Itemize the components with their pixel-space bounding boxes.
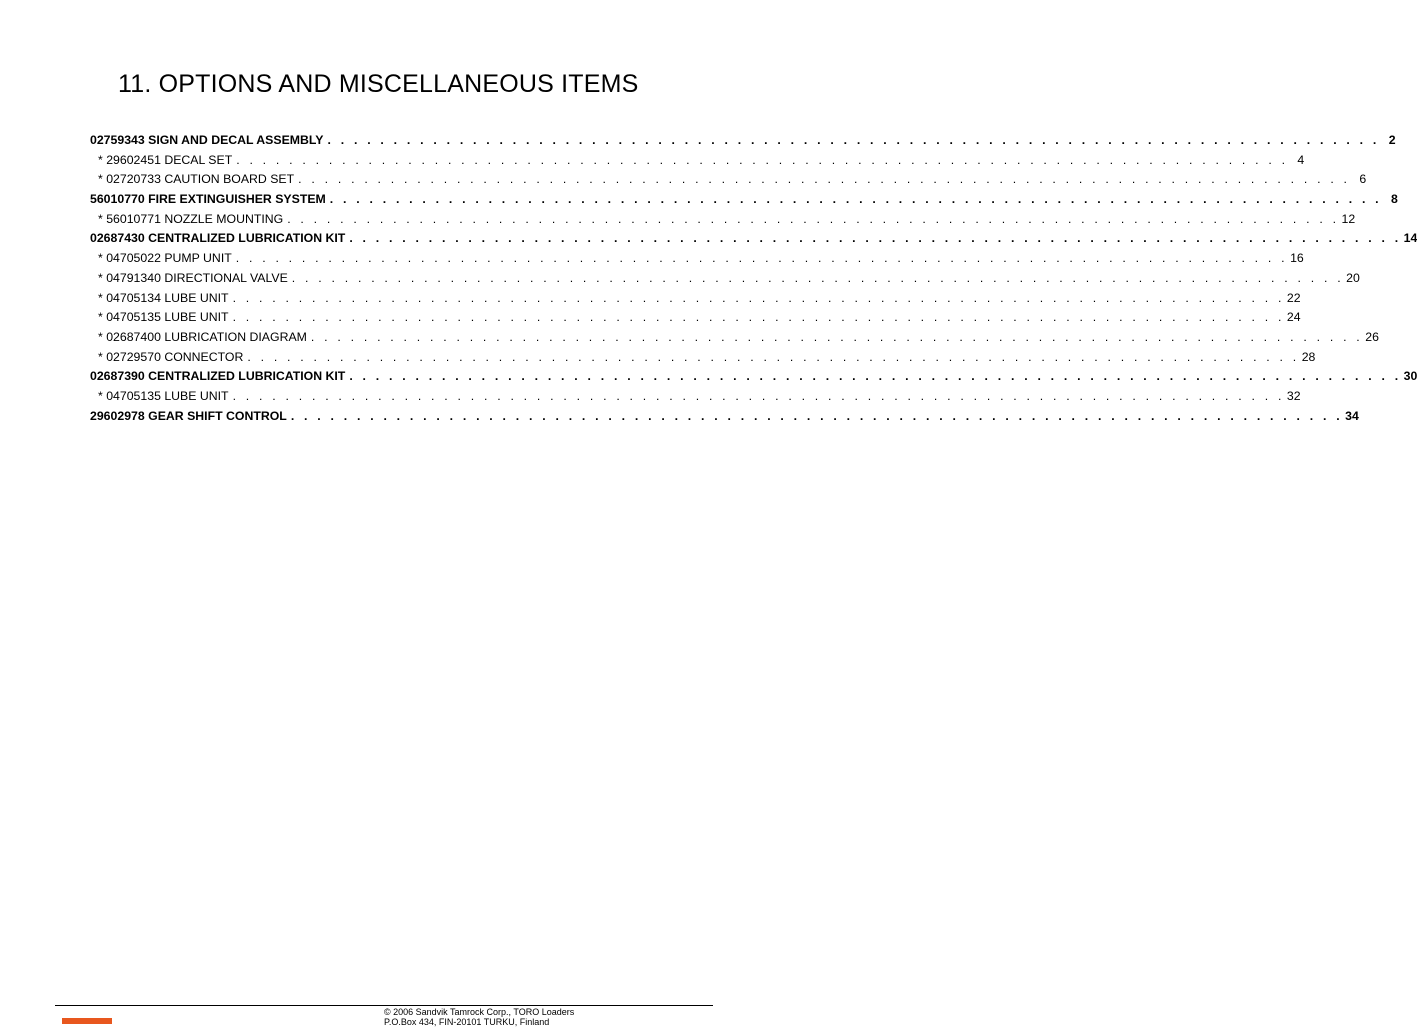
toc-entry-label: * 04791340 DIRECTIONAL VALVE (98, 270, 288, 285)
toc-page-number: 14 (1403, 231, 1417, 246)
toc-leader-dots: . . . . . . . . . . . . . . . . . . . . . . . . . . . . . . . . . . . . . . . . . . . . . . . . . . . . . . . . . . . . . . . . . . . . . . . . . . . . . . . . (247, 349, 1300, 364)
toc-leader-dots: . . . . . . . . . . . . . . . . . . . . . . . . . . . . . . . . . . . . . . . . . . . . . . . . . . . . . . . . . . . . . . . . . . . . . . . . . . . . . . . . (287, 211, 1340, 226)
toc-page-number: 34 (1345, 408, 1359, 423)
toc-entry-label: * 02687400 LUBRICATION DIAGRAM (98, 329, 307, 344)
toc-leader-dots: . . . . . . . . . . . . . . . . . . . . . . . . . . . . . . . . . . . . . . . . . . . . . . . . . . . . . . . . . . . . . . . . . . . . . . . . . . . . . . . . (310, 329, 1363, 344)
toc-leader-dots: . . . . . . . . . . . . . . . . . . . . . . . . . . . . . . . . . . . . . . . . . . . . . . . . . . . . . . . . . . . . . . . . . . . . . . . . . . . . . . . . (290, 408, 1343, 423)
toc-entry-label: * 04705022 PUMP UNIT (98, 251, 232, 266)
toc-entry-label: 29602978 GEAR SHIFT CONTROL (90, 408, 287, 423)
toc-leader-dots: . . . . . . . . . . . . . . . . . . . . . . . . . . . . . . . . . . . . . . . . . . . . . . . . . . . . . . . . . . . . . . . . . . . . . . . . . . . . . . . . (291, 270, 1344, 285)
toc-page-number: 24 (1286, 310, 1301, 325)
toc-entry[interactable] (90, 348, 1316, 368)
toc-page-number: 2 (1388, 133, 1396, 147)
toc-page-number: 8 (1390, 192, 1398, 207)
sandvik-logo-bar (62, 1018, 112, 1024)
footer-copyright (384, 1007, 574, 1027)
toc-entry-label: * 02729570 CONNECTOR (98, 349, 244, 364)
footer-divider (55, 1005, 713, 1006)
toc-page-number: 20 (1346, 270, 1360, 285)
toc-entry-label: * 04705135 LUBE UNIT (98, 388, 229, 403)
toc-entry[interactable] (90, 289, 1301, 309)
toc-entry-label: * 04705135 LUBE UNIT (98, 310, 229, 325)
toc-leader-dots: . . . . . . . . . . . . . . . . . . . . . . . . . . . . . . . . . . . . . . . . . . . . . . . . . . . . . . . . . . . . . . . . . . . . . . . . . . . . . . . . (232, 310, 1285, 325)
toc-entry[interactable] (90, 387, 1301, 407)
toc-entry-label: * 02720733 CAUTION BOARD SET (98, 172, 295, 187)
toc-page-number: 6 (1359, 172, 1367, 187)
toc-entry[interactable] (90, 151, 1305, 171)
toc-entry[interactable] (90, 328, 1379, 348)
toc-leader-dots: . . . . . . . . . . . . . . . . . . . . . . . . . . . . . . . . . . . . . . . . . . . . . . . . . . . . . . . . . . . . . . . . . . . . . . . . . . . . . . . . (349, 231, 1402, 246)
toc-entry-label: 02687390 CENTRALIZED LUBRICATION KIT (90, 369, 346, 384)
toc-entry[interactable] (90, 367, 1417, 387)
footer-line-1: © 2006 Sandvik Tamrock Corp., TORO Loaders (384, 1007, 575, 1017)
toc-leader-dots: . . . . . . . . . . . . . . . . . . . . . . . . . . . . . . . . . . . . . . . . . . . . . . . . . . . . . . . . . . . . . . . . . . . . . . . . . . . . . . . . (298, 172, 1351, 187)
toc-entry-label: 02687430 CENTRALIZED LUBRICATION KIT (90, 231, 346, 246)
toc-entry[interactable] (90, 170, 1367, 190)
toc-page-number: 4 (1297, 152, 1305, 167)
toc-entry[interactable] (90, 249, 1304, 269)
toc-entry[interactable] (90, 308, 1301, 328)
table-of-contents (90, 131, 1417, 426)
toc-leader-dots: . . . . . . . . . . . . . . . . . . . . . . . . . . . . . . . . . . . . . . . . . . . . . . . . . . . . . . . . . . . . . . . . . . . . . . . . . . . . . . . . (232, 388, 1285, 403)
toc-page-number: 28 (1301, 349, 1316, 364)
toc-leader-dots: . . . . . . . . . . . . . . . . . . . . . . . . . . . . . . . . . . . . . . . . . . . . . . . . . . . . . . . . . . . . . . . . . . . . . . . . . . . . . . . . (327, 133, 1380, 147)
toc-page-number: 32 (1286, 388, 1301, 403)
toc-leader-dots: . . . . . . . . . . . . . . . . . . . . . . . . . . . . . . . . . . . . . . . . . . . . . . . . . . . . . . . . . . . . . . . . . . . . . . . . . . . . . . . . (232, 290, 1285, 305)
toc-page-number: 30 (1403, 369, 1417, 384)
toc-entry[interactable] (90, 269, 1360, 289)
page-title: 11. OPTIONS AND MISCELLANEOUS ITEMS (118, 70, 639, 98)
toc-page-number: 16 (1290, 251, 1304, 266)
toc-entry-label: 56010770 FIRE EXTINGUISHER SYSTEM (90, 192, 326, 207)
toc-entry[interactable] (90, 131, 1396, 151)
toc-page-number: 22 (1286, 290, 1301, 305)
toc-entry[interactable] (90, 407, 1359, 427)
toc-page-number: 26 (1365, 329, 1379, 344)
toc-page-number: 12 (1341, 211, 1356, 226)
toc-leader-dots: . . . . . . . . . . . . . . . . . . . . . . . . . . . . . . . . . . . . . . . . . . . . . . . . . . . . . . . . . . . . . . . . . . . . . . . . . . . . . . . . (236, 152, 1289, 167)
toc-entry-label: * 29602451 DECAL SET (98, 152, 233, 167)
toc-entry[interactable] (90, 229, 1417, 249)
toc-leader-dots: . . . . . . . . . . . . . . . . . . . . . . . . . . . . . . . . . . . . . . . . . . . . . . . . . . . . . . . . . . . . . . . . . . . . . . . . . . . . . . . . (349, 369, 1402, 384)
toc-entry-label: 02759343 SIGN AND DECAL ASSEMBLY (90, 133, 324, 147)
toc-leader-dots: . . . . . . . . . . . . . . . . . . . . . . . . . . . . . . . . . . . . . . . . . . . . . . . . . . . . . . . . . . . . . . . . . . . . . . . . . . . . . . . . (329, 192, 1382, 207)
toc-entry-label: * 56010771 NOZZLE MOUNTING (98, 211, 284, 226)
toc-entry[interactable] (90, 210, 1356, 230)
toc-entry-label: * 04705134 LUBE UNIT (98, 290, 229, 305)
toc-entry[interactable] (90, 190, 1398, 210)
footer-line-2: P.O.Box 434, FIN-20101 TURKU, Finland (384, 1017, 550, 1027)
toc-leader-dots: . . . . . . . . . . . . . . . . . . . . . . . . . . . . . . . . . . . . . . . . . . . . . . . . . . . . . . . . . . . . . . . . . . . . . . . . . . . . . . . . (235, 251, 1288, 266)
